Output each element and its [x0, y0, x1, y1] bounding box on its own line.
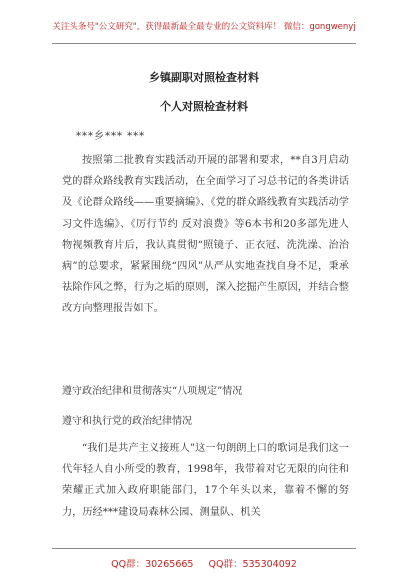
- body-paragraph: “我们是共产主义接班人”这一句朗朗上口的歌词是我们这一代年轻人自小所受的教育，1998年，我带着对它无限的向往和荣耀正式加入政府职能部门，17个年头以来，靠着不懈的努力，历经***建设局森林公园、测量队、机关: [62, 443, 349, 518]
- document-title: 乡镇副职对照检查材料: [149, 71, 259, 84]
- body-paragraph: 按照第二批教育实践活动开展的部署和要求，**自3月启动党的群众路线教育实践活动，在全面学习了习总书记的各类讲话及《论群众路线——重要摘编》、《党的群众路线教育实践活动学习文件选编》、《厉行节约 反对浪费》等6本书和20多部先进人物视频教育片后，我认真贯彻“照镜子、正衣冠、洗洗澡、治治病”的总要求，紧紧围绕“四风”从严从实地查找自身不足，秉承祛除作风之弊，行为之垢的原则，深入挖掘产生原因，并结合整改方向整理报告如下。: [62, 155, 349, 315]
- footer-note: [0, 556, 408, 570]
- document-subtitle: 个人对照检查材料: [160, 100, 248, 113]
- footer-qq-group-1: QQ群：30265665: [111, 559, 194, 570]
- author-line: ***乡*** ***: [76, 131, 146, 142]
- section-heading: 遵守政治纪律和贯彻落实“八项规定”情况: [62, 386, 243, 397]
- header-note: 关注头条号"公文研究"，获得最新最全最专业的公文资料库！ 微信：gongwenyj: [52, 22, 356, 32]
- footer-divider: [52, 548, 356, 549]
- header-divider: [52, 43, 356, 44]
- footer-qq-group-2: QQ群：535304092: [208, 559, 297, 570]
- subsection-heading: 遵守和执行党的政治纪律情况: [62, 416, 192, 427]
